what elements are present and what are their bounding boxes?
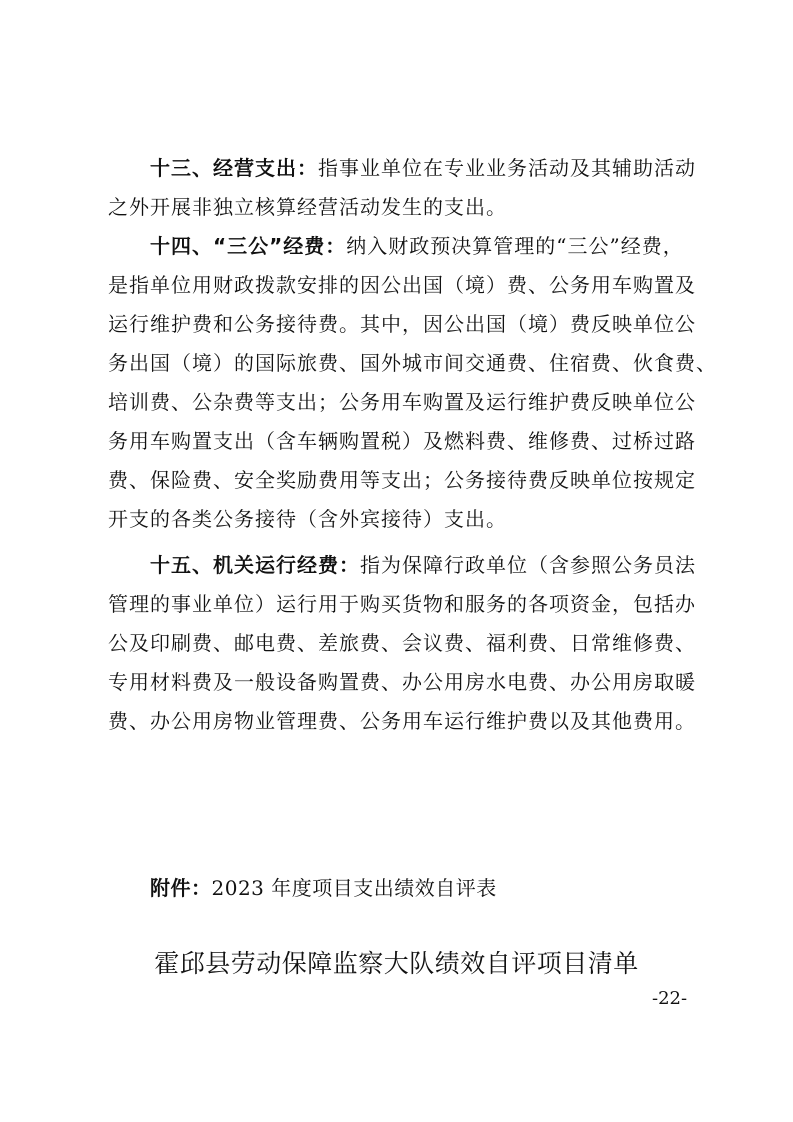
page-number: -22- bbox=[652, 988, 688, 1009]
paragraph-line bbox=[108, 266, 708, 305]
section-15 bbox=[108, 546, 708, 741]
paragraph-line bbox=[108, 305, 708, 344]
paragraph-line bbox=[108, 344, 717, 383]
paragraph-line bbox=[108, 663, 708, 702]
line-text: 管理的事业单位）运行用于购买货物和服务的各项资金，包括办 bbox=[108, 592, 696, 616]
line-text: 务出国（境）的国际旅费、国外城市间交通费、住宿费、伙食费、 bbox=[108, 351, 717, 375]
paragraph-line bbox=[108, 702, 708, 741]
line-text: 开支的各类公务接待（含外宾接待）支出。 bbox=[108, 507, 507, 531]
paragraph-line bbox=[108, 188, 708, 227]
section-heading: 十四、“三公”经费： bbox=[150, 234, 347, 258]
paragraph-line bbox=[108, 149, 708, 188]
section-13 bbox=[108, 149, 708, 227]
line-text: 之外开展非独立核算经营活动发生的支出。 bbox=[108, 195, 507, 219]
paragraph-line bbox=[108, 383, 708, 422]
section-14 bbox=[108, 227, 717, 539]
paragraph-line bbox=[108, 546, 708, 585]
line-text: 专用材料费及一般设备购置费、办公用房水电费、办公用房取暖 bbox=[108, 670, 696, 694]
line-text: 运行维护费和公务接待费。其中，因公出国（境）费反映单位公 bbox=[108, 312, 696, 336]
section-heading: 十三、经营支出： bbox=[150, 156, 318, 180]
attachment-line bbox=[150, 872, 497, 901]
line-text: 费、保险费、安全奖励费用等支出；公务接待费反映单位按规定 bbox=[108, 468, 696, 492]
line-text: 指事业单位在专业业务活动及其辅助活动 bbox=[318, 156, 696, 180]
line-text: 是指单位用财政拨款安排的因公出国（境）费、公务用车购置及 bbox=[108, 273, 696, 297]
line-text: 纳入财政预决算管理的“三公”经费， bbox=[346, 234, 684, 258]
attachment-label: 附件： bbox=[150, 876, 212, 900]
section-heading: 十五、机关运行经费： bbox=[150, 553, 360, 577]
line-text: 费、办公用房物业管理费、公务用车运行维护费以及其他费用。 bbox=[108, 709, 696, 733]
line-text: 培训费、公杂费等支出；公务用车购置及运行维护费反映单位公 bbox=[108, 390, 696, 414]
line-text: 指为保障行政单位（含参照公务员法 bbox=[360, 553, 696, 577]
attachment-text: 2023 年度项目支出绩效自评表 bbox=[211, 876, 497, 900]
list-title: 霍邱县劳动保障监察大队绩效自评项目清单 bbox=[154, 949, 639, 978]
line-text: 公及印刷费、邮电费、差旅费、会议费、福利费、日常维修费、 bbox=[108, 631, 696, 655]
paragraph-line bbox=[108, 500, 708, 539]
paragraph-line bbox=[108, 422, 708, 461]
paragraph-line bbox=[108, 227, 708, 266]
line-text: 务用车购置支出（含车辆购置税）及燃料费、维修费、过桥过路 bbox=[108, 429, 696, 453]
paragraph-line bbox=[108, 624, 708, 663]
paragraph-line bbox=[108, 585, 708, 624]
paragraph-line bbox=[108, 461, 708, 500]
